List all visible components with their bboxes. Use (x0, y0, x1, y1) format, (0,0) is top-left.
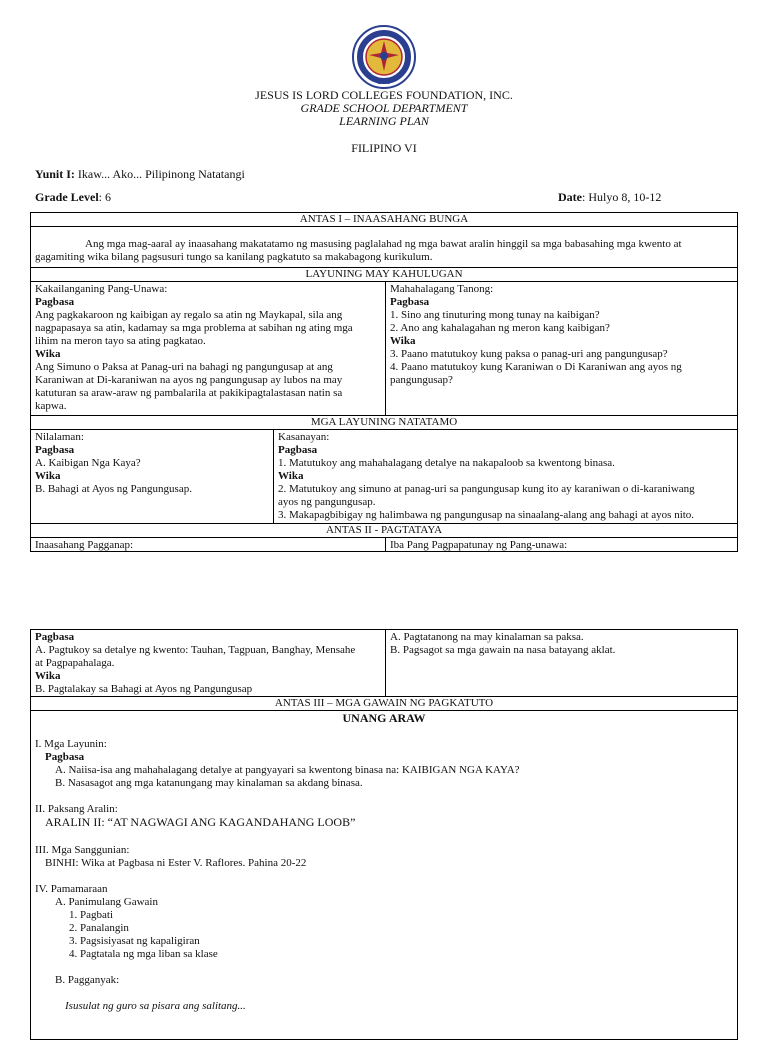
step-item: 2. Panalangin (69, 922, 129, 934)
nilalaman-cell (30, 429, 274, 524)
step-item: 4. Pagtatala ng mga liban sa klase (69, 948, 218, 960)
date-value: : Hulyo 8, 10-12 (582, 190, 662, 204)
antas1-line: gagamiting wika bilang pagsusuri tungo sa kanilang pagkatuto sa makabagong kurikulum. (35, 251, 433, 263)
skill-line: 1. Matutukoy ang mahahalagang detalye na nakapaloob sa kwentong binasa. (278, 457, 615, 469)
section-heading: IV. Pamamaraan (35, 883, 108, 895)
text-line: lihim na meron tayo sa ating pagkatao. (35, 335, 206, 347)
school-name: JESUS IS LORD COLLEGES FOUNDATION, INC. (255, 88, 513, 102)
objective-item: B. Nasasagot ang mga katanungang may kinalaman sa akdang binasa. (55, 777, 363, 789)
antas1-header: ANTAS I – INAASAHANG BUNGA (30, 212, 738, 227)
question-line: 4. Paano matutukoy kung Karaniwan o Di Karaniwan ang ayos ng (390, 361, 682, 373)
grade-level-line (35, 191, 111, 204)
cell-heading: Kasanayan: (278, 431, 330, 443)
antas3-header: ANTAS III – MGA GAWAIN NG PAGKATUTO (30, 696, 738, 711)
text-line: at Pagpapahalaga. (35, 657, 115, 669)
pagbasa-heading: Pagbasa (35, 444, 75, 456)
grade-value: : 6 (98, 190, 111, 204)
skill-line: 3. Makapagbibigay ng halimbawa ng pangungusap na sinaalang-alang ang bahagi at ayos nito. (278, 509, 695, 521)
text-line: nagpapasaya sa atin, kadamay sa mga problema at sabihan ng ating mga (35, 322, 353, 334)
step-item: 3. Pagsisiyasat ng kapaligiran (69, 935, 200, 947)
date-label: Date (558, 190, 582, 204)
pagganap-details-cell (30, 629, 386, 697)
section-heading: III. Mga Sanggunian: (35, 844, 130, 856)
day-title: UNANG ARAW (342, 711, 426, 725)
pagbasa-heading: Pagbasa (35, 631, 75, 643)
antas3-body (30, 710, 738, 1040)
yunit-value: Ikaw... Ako... Pilipinong Natatangi (74, 167, 245, 181)
text-line: B. Bahagi at Ayos ng Pangungusap. (35, 483, 192, 495)
document-type: LEARNING PLAN (339, 114, 429, 128)
cell-heading: Iba Pang Pagpapatunay ng Pang-unawa: (390, 539, 568, 551)
iba-pang-pagpapatunay-cell (385, 537, 738, 552)
wika-heading: Wika (35, 670, 61, 682)
wika-heading: Wika (390, 335, 416, 347)
text-line: katuturan sa araw-araw ng pambalarila at pakikipagtalastasan natin sa (35, 387, 343, 399)
skill-line: ayos ng pangungusap. (278, 496, 376, 508)
antas2-header: ANTAS II - PAGTATAYA (30, 523, 738, 538)
text-line: Karaniwan at Di-karaniwan na ayos ng pangungusap ay lubos na may (35, 374, 343, 386)
cell-heading: Nilalaman: (35, 431, 84, 443)
question-line: 1. Sino ang tinuturing mong tunay na kaibigan? (390, 309, 600, 321)
subsection-heading: B. Pagganyak: (55, 974, 120, 986)
inaasahang-pagganap-cell (30, 537, 386, 552)
cell-heading: Inaasahang Pagganap: (35, 539, 134, 551)
kasanayan-cell (273, 429, 738, 524)
text-line: A. Kaibigan Nga Kaya? (35, 457, 141, 469)
pagbasa-heading: Pagbasa (35, 296, 75, 308)
text-line: Ang Simuno o Paksa at Panag-uri na bahagi ng pangungusap at ang (35, 361, 333, 373)
grade-label: Grade Level (35, 190, 99, 204)
pagpapatunay-details-cell (385, 629, 738, 697)
pagbasa-heading: Pagbasa (278, 444, 318, 456)
sanggunian-value: BINHI: Wika at Pagbasa ni Ester V. Raflores. Pahina 20-22 (45, 857, 307, 869)
department-name: GRADE SCHOOL DEPARTMENT (300, 101, 468, 115)
seal-year: 1983 (377, 80, 391, 86)
cell-heading: Mahahalagang Tanong: (390, 283, 494, 295)
subsection-heading: A. Panimulang Gawain (55, 896, 158, 908)
question-line: 2. Ano ang kahalagahan ng meron kang kaibigan? (390, 322, 610, 334)
layunin-natatamo-header: MGA LAYUNING NATATAMO (30, 415, 738, 430)
step-item: 1. Pagbati (69, 909, 113, 921)
pagbasa-heading: Pagbasa (390, 296, 430, 308)
date-line (558, 191, 661, 204)
kakailanganing-pang-unawa-cell (30, 281, 386, 416)
subject-title: FILIPINO VI (351, 141, 417, 155)
text-line: A. Pagtukoy sa detalye ng kwento: Tauhan, Tagpuan, Banghay, Mensahe (35, 644, 356, 656)
text-line: B. Pagsagot sa mga gawain na nasa batayang aklat. (390, 644, 616, 656)
cell-heading: Kakailanganing Pang-Unawa: (35, 283, 168, 295)
section-heading: II. Paksang Aralin: (35, 803, 118, 815)
question-line: pangungusap? (390, 374, 453, 386)
antas1-body (30, 226, 738, 268)
wika-heading: Wika (35, 348, 61, 360)
question-line: 3. Paano matutukoy kung paksa o panag-uri ang pangungusap? (390, 348, 668, 360)
yunit-label: Yunit I: (35, 167, 75, 181)
skill-line: 2. Matutukoy ang simuno at panag-uri sa pangungusap kung ito ay karaniwan o di-karaniwang (278, 483, 695, 495)
paksa-value: ARALIN II: “AT NAGWAGI ANG KAGANDAHANG LOOB” (45, 815, 356, 829)
pagganyak-note: Isusulat ng guro sa pisara ang salitang... (65, 1000, 246, 1012)
wika-heading: Wika (278, 470, 304, 482)
wika-heading: Wika (35, 470, 61, 482)
section-heading: I. Mga Layunin: (35, 738, 107, 750)
text-line: Ang pagkakaroon ng kaibigan ay regalo sa atin ng Maykapal, sila ang (35, 309, 343, 321)
layunin-kahulugan-header: LAYUNING MAY KAHULUGAN (30, 267, 738, 282)
objective-item: A. Naiisa-isa ang mahahalagang detalye at pangyayari sa kwentong binasa na: KAIBIGAN NGA KAYA? (55, 764, 520, 776)
yunit-line (35, 168, 245, 181)
school-seal-logo (352, 25, 416, 89)
text-line: B. Pagtalakay sa Bahagi at Ayos ng Pangungusap (35, 683, 253, 695)
text-line: A. Pagtatanong na may kinalaman sa paksa. (390, 631, 584, 643)
text-line: kapwa. (35, 400, 67, 412)
pagbasa-heading: Pagbasa (45, 751, 85, 763)
antas1-line: Ang mga mag-aaral ay inaasahang makatatamo ng masusing paglalahad ng mga bawat aralin hinggil sa mga babasahing mga kwento at (85, 238, 682, 250)
mahahalagang-tanong-cell (385, 281, 738, 416)
